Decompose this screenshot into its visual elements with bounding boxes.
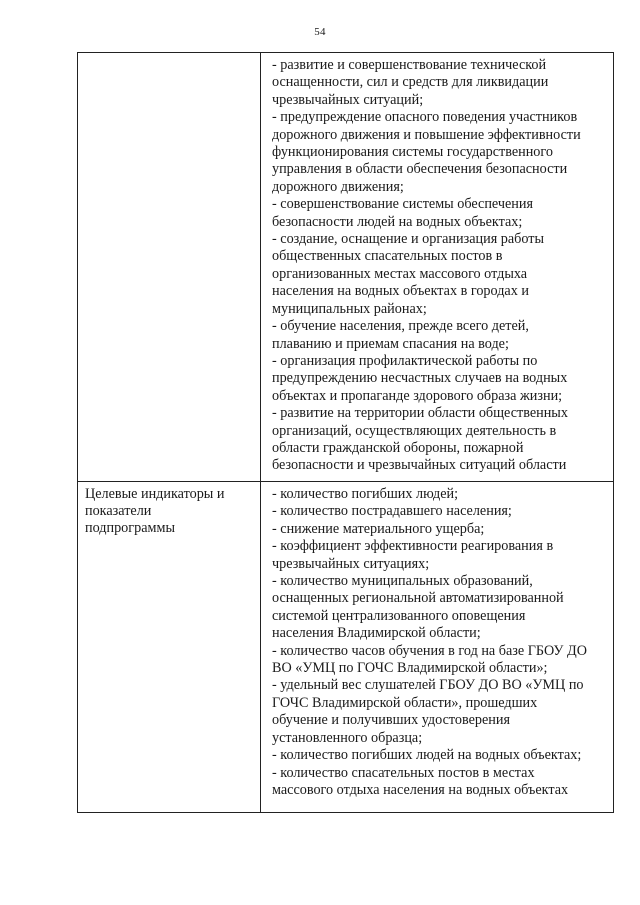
- text-line: предупреждению несчастных случаев на водных: [272, 370, 568, 387]
- text-line: подпрограммы: [85, 520, 175, 537]
- text-line: общественных спасательных постов в: [272, 248, 503, 265]
- text-line: - совершенствование системы обеспечения: [272, 196, 534, 213]
- text-line: - количество спасательных постов в местах: [272, 764, 535, 781]
- text-line: установленного образца;: [272, 729, 423, 746]
- text-line: - количество погибших людей на водных объектах;: [272, 747, 582, 764]
- text-line: - коэффициент эффективности реагирования в: [272, 538, 554, 555]
- text-line: организованных местах массового отдыха: [272, 265, 528, 282]
- content-text: [261, 482, 613, 799]
- text-line: безопасности и чрезвычайных ситуаций области: [272, 457, 567, 474]
- content-cell: [261, 53, 614, 482]
- text-line: - предупреждение опасного поведения участников: [272, 109, 578, 126]
- text-line: чрезвычайных ситуациях;: [272, 555, 430, 572]
- label-text: [78, 482, 260, 538]
- content-text: [261, 53, 613, 475]
- page-number: 54: [314, 26, 326, 38]
- text-line: управления в области обеспечения безопасности: [272, 161, 568, 178]
- text-line: - снижение материального ущерба;: [272, 520, 485, 537]
- text-line: организаций, осуществляющих деятельность в: [272, 422, 557, 439]
- table-row: [78, 482, 614, 813]
- text-line: дорожного движения и повышение эффективности: [272, 126, 581, 143]
- subprogram-table: [77, 52, 614, 813]
- text-line: оснащенности, сил и средств для ликвидации: [272, 74, 549, 91]
- text-line: Целевые индикаторы и: [85, 486, 225, 502]
- text-line: - количество часов обучения в год на базе ГБОУ ДО: [272, 642, 587, 659]
- text-line: объектах и пропаганде здорового образа жизни;: [272, 387, 563, 404]
- text-line: чрезвычайных ситуаций;: [272, 91, 424, 108]
- label-cell: [78, 482, 261, 813]
- text-line: плаванию и приемам спасания на воде;: [272, 335, 509, 352]
- text-line: - количество пострадавшего населения;: [272, 503, 512, 520]
- text-line: оснащенных региональной автоматизированной: [272, 590, 564, 607]
- text-line: показатели: [85, 503, 152, 520]
- text-line: - количество погибших людей;: [272, 486, 459, 502]
- text-line: системой централизованного оповещения: [272, 607, 526, 624]
- text-line: населения на водных объектах в городах и: [272, 283, 529, 300]
- text-line: - обучение населения, прежде всего детей,: [272, 318, 529, 335]
- text-line: безопасности людей на водных объектах;: [272, 213, 523, 230]
- text-line: дорожного движения;: [272, 178, 404, 195]
- text-line: - организация профилактической работы по: [272, 352, 538, 369]
- table-row: [78, 53, 614, 482]
- text-line: - количество муниципальных образований,: [272, 573, 533, 590]
- label-text: [78, 53, 260, 57]
- text-line: области гражданской обороны, пожарной: [272, 439, 524, 456]
- text-line: ВО «УМЦ по ГОЧС Владимирской области»;: [272, 660, 548, 677]
- text-line: муниципальных районах;: [272, 300, 427, 317]
- content-cell: [261, 482, 614, 813]
- text-line: массового отдыха населения на водных объектах: [272, 781, 569, 798]
- text-line: - создание, оснащение и организация работы: [272, 231, 545, 248]
- text-line: функционирования системы государственного: [272, 144, 553, 161]
- text-line: - развитие на территории области общественных: [272, 405, 568, 422]
- text-line: ГОЧС Владимирской области», прошедших: [272, 694, 538, 711]
- text-line: - развитие и совершенствование технической: [272, 57, 547, 73]
- text-line: населения Владимирской области;: [272, 625, 481, 642]
- text-line: - удельный вес слушателей ГБОУ ДО ВО «УМЦ по: [272, 677, 584, 694]
- label-cell: [78, 53, 261, 482]
- text-line: обучение и получивших удостоверения: [272, 712, 511, 729]
